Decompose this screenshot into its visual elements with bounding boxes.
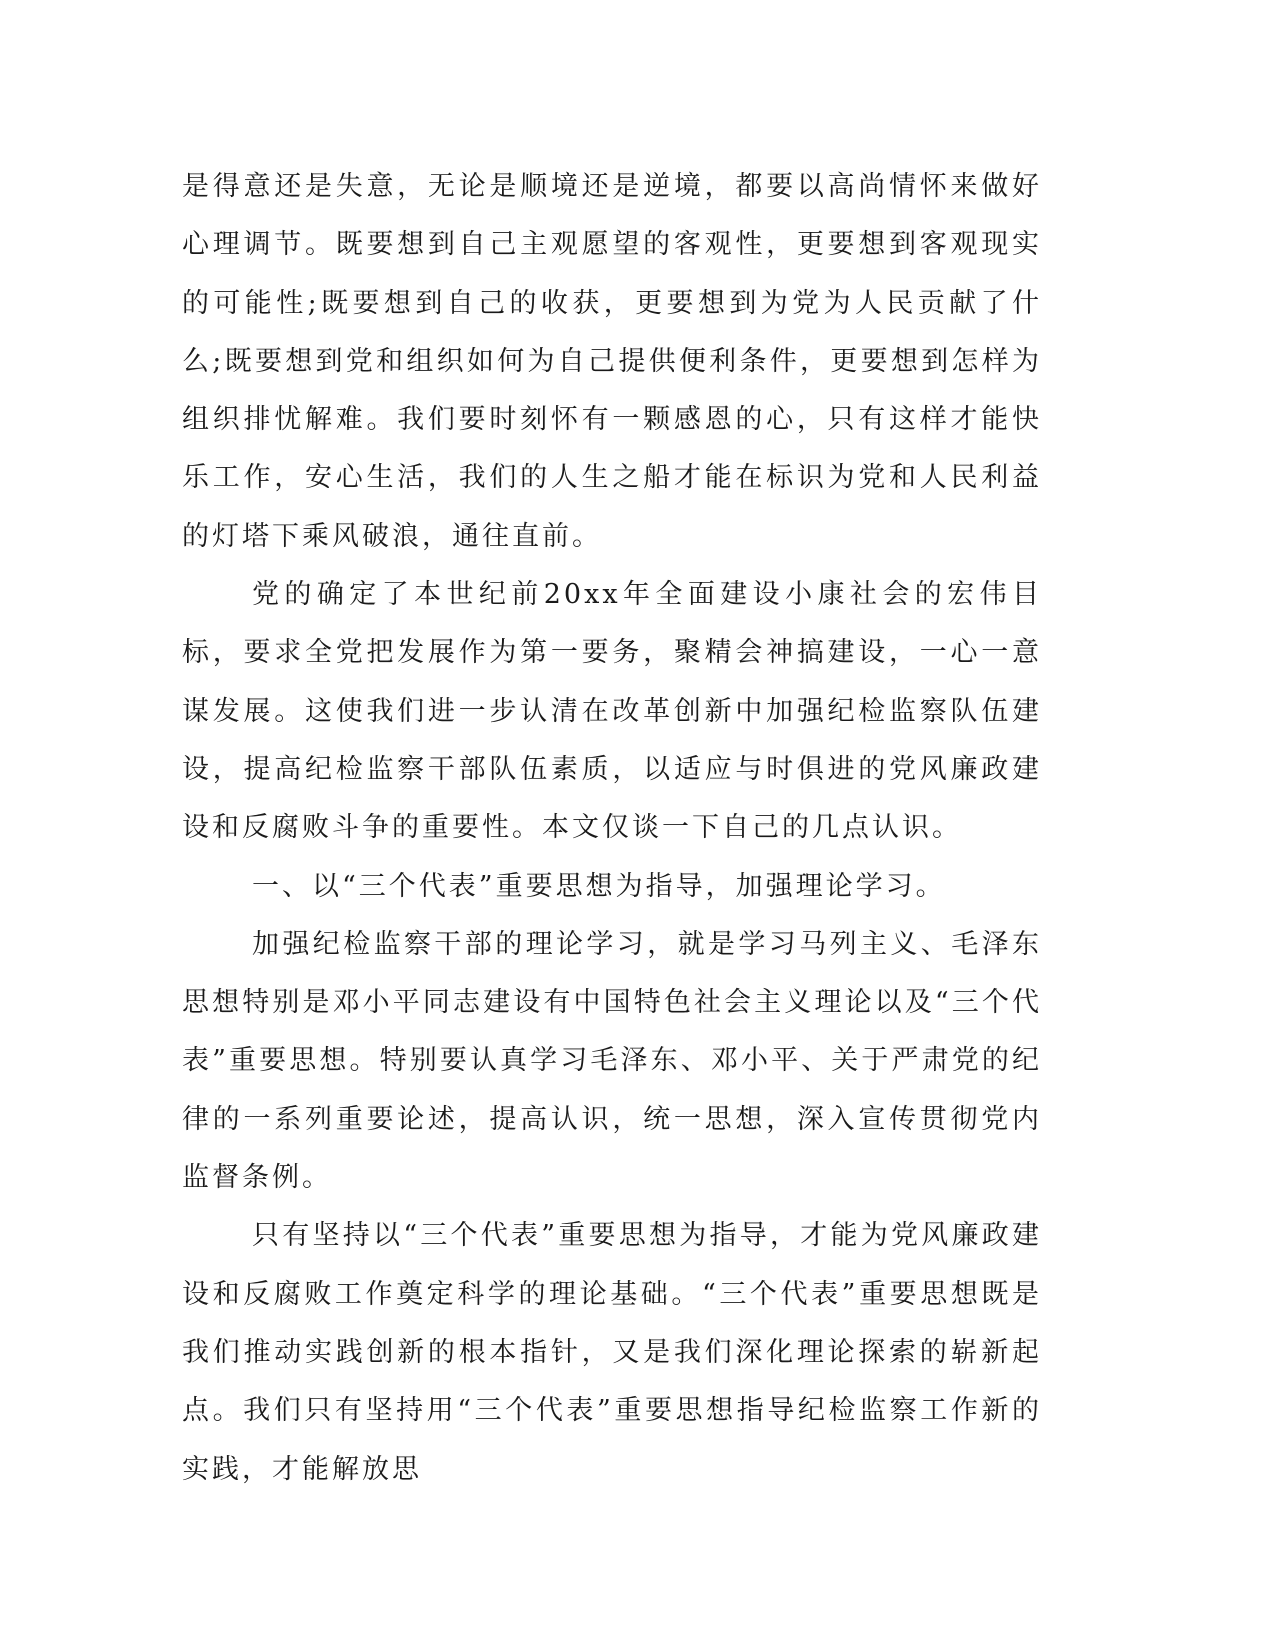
paragraph-2: 党的确定了本世纪前20xx年全面建设小康社会的宏伟目标，要求全党把发展作为第一要务，聚精会神搞建设，一心一意谋发展。这使我们进一步认清在改革创新中加强纪检监察队伍建设，提高纪检监察干部队伍素质，以适应与时俱进的党风廉政建设和反腐败斗争的重要性。本文仅谈一下自己的几点认识。 [182, 579, 1042, 844]
document-body [182, 158, 1042, 1499]
section-heading-1: 一、以“三个代表”重要思想为指导，加强理论学习。 [252, 870, 946, 902]
paragraph-4: 只有坚持以“三个代表”重要思想为指导，才能为党风廉政建设和反腐败工作奠定科学的理论基础。“三个代表”重要思想既是我们推动实践创新的根本指针，又是我们深化理论探索的崭新起点。我们只有坚持用“三个代表”重要思想指导纪检监察工作新的实践，才能解放思 [182, 1220, 1042, 1485]
paragraph-3: 加强纪检监察干部的理论学习，就是学习马列主义、毛泽东思想特别是邓小平同志建设有中国特色社会主义理论以及“三个代表”重要思想。特别要认真学习毛泽东、邓小平、关于严肃党的纪律的一系列重要论述，提高认识，统一思想，深入宣传贯彻党内监督条例。 [182, 928, 1042, 1194]
paragraph-1: 是得意还是失意，无论是顺境还是逆境，都要以高尚情怀来做好心理调节。既要想到自己主观愿望的客观性，更要想到客观现实的可能性;既要想到自己的收获，更要想到为党为人民贡献了什么;既要想到党和组织如何为自己提供便利条件，更要想到怎样为组织排忧解难。我们要时刻怀有一颗感恩的心，只有这样才能快乐工作，安心生活，我们的人生之船才能在标识为党和人民利益的灯塔下乘风破浪，通往直前。 [182, 171, 1042, 552]
